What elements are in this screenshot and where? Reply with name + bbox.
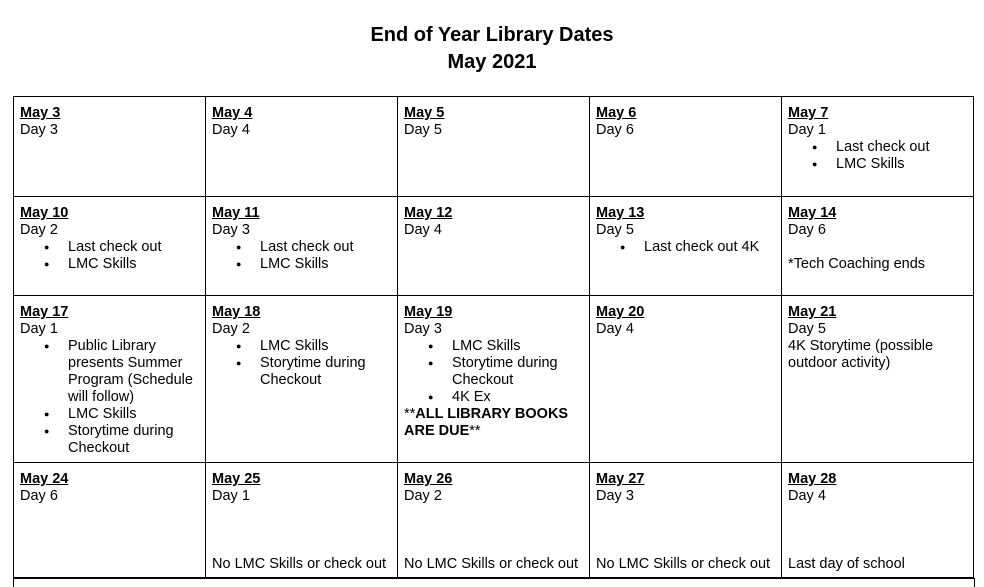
activity-item: ● Last check out: [260, 239, 392, 256]
rotation-day-label: Day 1: [212, 488, 250, 504]
calendar-day-cell: [206, 97, 398, 197]
calendar-day-cell: [782, 97, 974, 197]
document-subtitle: May 2021: [447, 51, 537, 73]
cell-note: *Tech Coaching ends: [788, 256, 926, 272]
date-label: May 3: [20, 105, 61, 121]
calendar-day-cell: [206, 463, 398, 578]
rotation-day-label: Day 3: [404, 321, 442, 337]
activity-list: [20, 338, 200, 457]
date-label: May 20: [596, 304, 645, 320]
activity-item: ● Last check out 4K: [644, 239, 776, 256]
rotation-day-label: Day 4: [404, 222, 442, 238]
rotation-day-label: Day 1: [788, 122, 826, 138]
calendar-week-row: [14, 463, 974, 578]
calendar-day-cell: [590, 97, 782, 197]
activity-item: ● Public Library presents Summer Program (Schedule will follow): [68, 338, 200, 406]
notice-prefix: **: [404, 406, 416, 422]
rotation-day-label: Day 3: [596, 488, 634, 504]
calendar-day-cell: [782, 463, 974, 578]
activity-item: ● Storytime during Checkout: [68, 423, 200, 457]
books-due-notice: [404, 406, 584, 440]
date-label: May 27: [596, 471, 645, 487]
cell-note: No LMC Skills or check out: [212, 556, 387, 572]
rotation-day-label: Day 4: [788, 488, 826, 504]
calendar-day-cell: [782, 296, 974, 463]
rotation-day-label: Day 3: [212, 222, 250, 238]
activity-list: [404, 338, 584, 406]
rotation-day-label: Day 4: [212, 122, 250, 138]
date-label: May 10: [20, 205, 69, 221]
date-label: May 24: [20, 471, 69, 487]
activity-item: ● LMC Skills: [68, 406, 200, 423]
activity-item: ● Storytime during Checkout: [260, 355, 392, 389]
calendar-day-cell: [590, 296, 782, 463]
rotation-day-label: Day 6: [20, 488, 58, 504]
calendar-week-row: [14, 197, 974, 296]
activity-item: ● Last check out: [68, 239, 200, 256]
rotation-day-label: Day 2: [20, 222, 58, 238]
notice-text: ALL LIBRARY BOOKS ARE DUE: [404, 406, 569, 439]
calendar-day-cell: [206, 197, 398, 296]
calendar-week-row: [14, 296, 974, 463]
cell-note: No LMC Skills or check out: [596, 556, 771, 572]
notice-suffix: **: [469, 423, 481, 439]
calendar-day-cell: [590, 197, 782, 296]
date-label: May 13: [596, 205, 645, 221]
calendar-day-cell: [782, 197, 974, 296]
activity-list: [596, 239, 776, 256]
rotation-day-label: Day 5: [596, 222, 634, 238]
cell-note: 4K Storytime (possible outdoor activity): [788, 338, 934, 371]
activity-item: ● Last check out: [836, 139, 968, 156]
date-label: May 19: [404, 304, 453, 320]
calendar-day-cell: [206, 296, 398, 463]
document-header: [0, 22, 984, 76]
activity-item: ● LMC Skills: [836, 156, 968, 173]
calendar-day-cell: [14, 463, 206, 578]
date-label: May 28: [788, 471, 837, 487]
rotation-day-label: Day 1: [20, 321, 58, 337]
date-label: May 5: [404, 105, 445, 121]
calendar-day-cell: [590, 463, 782, 578]
activity-item: ● LMC Skills: [68, 256, 200, 273]
rotation-day-label: Day 2: [212, 321, 250, 337]
activity-item: ● LMC Skills: [260, 256, 392, 273]
activity-list: [788, 139, 968, 173]
date-label: May 11: [212, 205, 260, 221]
cell-note: Last day of school: [788, 556, 905, 572]
activity-list: [212, 338, 392, 389]
activity-item: ● LMC Skills: [260, 338, 392, 355]
activity-item: ● 4K Ex: [452, 389, 584, 406]
calendar-day-cell: [398, 97, 590, 197]
activity-list: [20, 239, 200, 273]
calendar-day-cell: [398, 463, 590, 578]
date-label: May 17: [20, 304, 69, 320]
date-label: May 6: [596, 105, 637, 121]
calendar-week-row: [14, 97, 974, 197]
rotation-day-label: Day 4: [596, 321, 634, 337]
cell-note: No LMC Skills or check out: [404, 556, 579, 572]
rotation-day-label: Day 2: [404, 488, 442, 504]
rotation-day-label: Day 3: [20, 122, 58, 138]
calendar-table: [13, 96, 974, 578]
rotation-day-label: Day 6: [788, 222, 826, 238]
date-label: May 26: [404, 471, 453, 487]
calendar-day-cell: [14, 97, 206, 197]
rotation-day-label: Day 5: [788, 321, 826, 337]
date-label: May 14: [788, 205, 837, 221]
rotation-day-label: Day 6: [596, 122, 634, 138]
date-label: May 21: [788, 304, 837, 320]
date-label: May 7: [788, 105, 829, 121]
activity-item: ● Storytime during Checkout: [452, 355, 584, 389]
date-label: May 4: [212, 105, 253, 121]
calendar-day-cell: [14, 296, 206, 463]
date-label: May 25: [212, 471, 261, 487]
activity-list: [212, 239, 392, 273]
rotation-day-label: Day 5: [404, 122, 442, 138]
calendar-day-cell: [398, 296, 590, 463]
date-label: May 12: [404, 205, 453, 221]
calendar-day-cell: [14, 197, 206, 296]
activity-item: ● LMC Skills: [452, 338, 584, 355]
calendar-day-cell: [398, 197, 590, 296]
document-title: End of Year Library Dates: [370, 24, 614, 46]
date-label: May 18: [212, 304, 261, 320]
